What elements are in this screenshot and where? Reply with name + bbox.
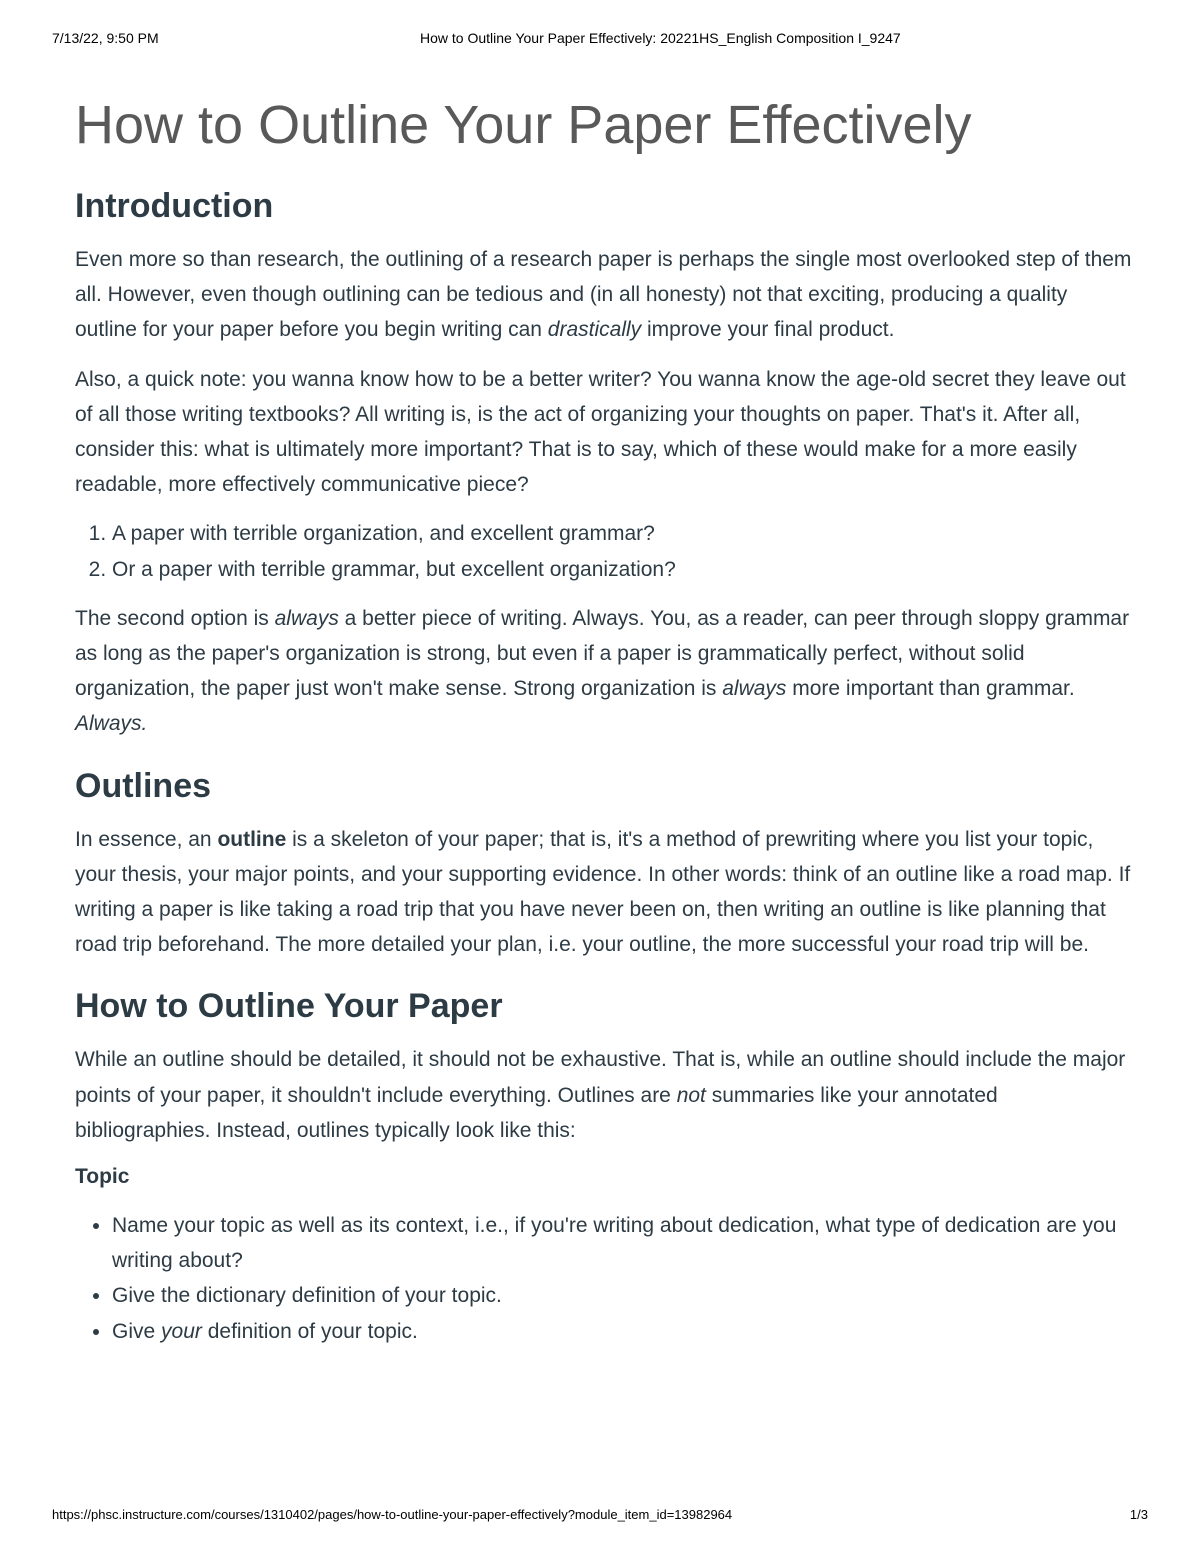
introduction-paragraph-2: Also, a quick note: you wanna know how to be a better writer? You wanna know the age-old secret they leave out of all those writing textbooks? All writing is, is the act of organizing your thoughts on paper. That's it. After all, consider this: what is ultimately more important? That is to say, which of these would make for a more easily readable, more effectively communicative piece? [75,367,1126,497]
list-item: • Give the dictionary definition of your topic. [112,1278,1135,1313]
list-item: 1. A paper with terrible organization, and excellent grammar? [112,516,1135,551]
list-item: • Give your definition of your topic. [112,1314,1135,1349]
outlines-heading: Outlines [75,766,212,805]
topic-heading: Topic [75,1165,130,1189]
outlines-paragraph: In essence, an outline is a skeleton of your paper; that is, it's a method of prewriting where you list your topic, your thesis, your major points, and your supporting evidence. In other words: think of an outline like a road map. If writing a paper is like taking a road trip that you have never been on, then writing an outline is like planning that road trip beforehand. The more detailed your plan, i.e. your outline, the more successful your road trip will be. [75,827,1131,957]
print-footer [0,1507,1200,1527]
print-header [0,30,1200,50]
introduction-paragraph-3: The second option is always a better piece of writing. Always. You, as a reader, can peer through sloppy grammar as long as the paper's organization is strong, but even if a paper is grammatically perfect, without solid organization, the paper just won't make sense. Strong organization is always more important than grammar. Always. [75,606,1130,736]
page-content [75,92,1135,1363]
list-item: 2. Or a paper with terrible grammar, but excellent organization? [112,552,1135,587]
list-item: • Name your topic as well as its context, i.e., if you're writing about dedication, what type of dedication are you writing about? [112,1208,1135,1278]
how-to-outline-paragraph: While an outline should be detailed, it should not be exhaustive. That is, while an outline should include the major points of your paper, it shouldn't include everything. Outlines are not summaries like your annotated bibliographies. Instead, outlines typically look like this: [75,1048,1126,1142]
page-url: https://phsc.instructure.com/courses/1310402/pages/how-to-outline-your-paper-effectively?module_item_id=13982964 [52,1507,733,1522]
introduction-heading: Introduction [75,187,274,225]
page-title: How to Outline Your Paper Effectively [75,95,972,155]
introduction-paragraph-1: Even more so than research, the outlining of a research paper is perhaps the single most overlooked step of them all. However, even though outlining can be tedious and (in all honesty) not that exciting, producing a quality outline for your paper before you begin writing can drastically improve your final product. [75,248,1132,342]
topic-list [75,1208,1135,1349]
print-document-title: How to Outline Your Paper Effectively: 20221HS_English Composition I_9247 [420,30,901,46]
options-list [75,516,1135,586]
print-date: 7/13/22, 9:50 PM [52,30,159,46]
how-to-outline-heading: How to Outline Your Paper [75,987,503,1026]
page-number: 1/3 [1129,1507,1148,1522]
